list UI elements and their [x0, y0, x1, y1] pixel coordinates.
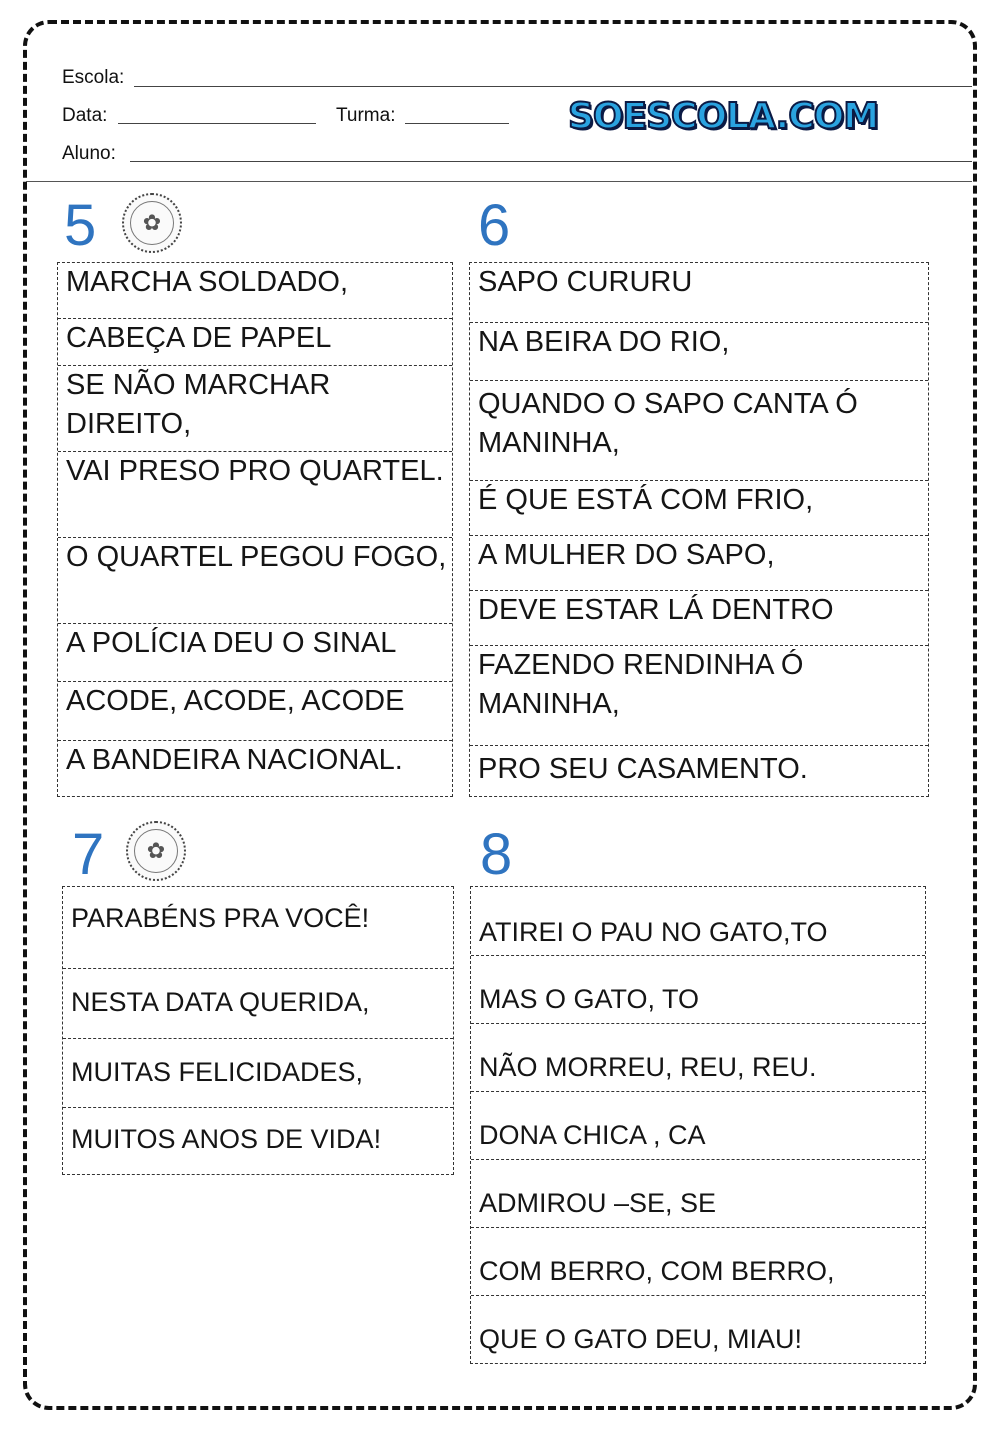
section-number-7: 7 — [72, 822, 105, 887]
card-section-6 — [469, 262, 929, 797]
section-number-8: 8 — [480, 822, 513, 887]
line-7-3: MUITAS FELICIDADES, — [63, 1038, 453, 1107]
line-7-1: PARABÉNS PRA VOCÊ! — [71, 903, 370, 933]
line-8-5: ADMIROU –SE, SE — [471, 1159, 925, 1227]
line-6-2: NA BEIRA DO RIO, — [470, 322, 928, 380]
card-section-7 — [62, 886, 454, 1175]
line-5-7: ACODE, ACODE, ACODE — [58, 681, 452, 740]
logo: SOESCOLA.COM — [568, 96, 879, 137]
line-6-7: FAZENDO RENDINHA Ó MANINHA, — [470, 645, 928, 745]
line-6-8: PRO SEU CASAMENTO. — [470, 745, 928, 796]
owl-stamp-icon: ✿ — [122, 193, 182, 253]
line-5-3: SE NÃO MARCHAR DIREITO, — [58, 365, 452, 451]
card-section-8 — [470, 886, 926, 1364]
line-5-5: O QUARTEL PEGOU FOGO, — [58, 537, 452, 623]
data-label: Data: — [62, 105, 108, 126]
line-5-8: A BANDEIRA NACIONAL. — [58, 740, 452, 796]
card-section-5 — [57, 262, 453, 797]
line-8-2: MAS O GATO, TO — [471, 955, 925, 1023]
turma-label: Turma: — [336, 105, 396, 126]
line-7-4: MUITOS ANOS DE VIDA! — [63, 1107, 453, 1174]
line-8-1: ATIREI O PAU NO GATO,TO — [479, 917, 828, 947]
turma-field[interactable] — [405, 123, 509, 124]
line-6-3: QUANDO O SAPO CANTA Ó MANINHA, — [470, 380, 928, 480]
escola-field[interactable] — [134, 86, 972, 87]
line-5-2: CABEÇA DE PAPEL — [58, 318, 452, 365]
line-5-4: VAI PRESO PRO QUARTEL. — [58, 451, 452, 537]
line-7-2: NESTA DATA QUERIDA, — [63, 968, 453, 1038]
line-8-4: DONA CHICA , CA — [471, 1091, 925, 1159]
section-number-5: 5 — [64, 193, 97, 258]
aluno-field[interactable] — [130, 161, 972, 162]
line-5-6: A POLÍCIA DEU O SINAL — [58, 623, 452, 681]
line-8-7: QUE O GATO DEU, MIAU! — [471, 1295, 925, 1363]
aluno-label: Aluno: — [62, 143, 116, 164]
header-separator — [26, 181, 972, 182]
line-8-3: NÃO MORREU, REU, REU. — [471, 1023, 925, 1091]
escola-label: Escola: — [62, 67, 125, 88]
line-6-6: DEVE ESTAR LÁ DENTRO — [470, 590, 928, 645]
line-6-1: SAPO CURURU — [478, 266, 693, 298]
line-5-1: MARCHA SOLDADO, — [66, 266, 348, 298]
section-number-6: 6 — [478, 193, 511, 258]
data-field[interactable] — [118, 123, 316, 124]
line-8-6: COM BERRO, COM BERRO, — [471, 1227, 925, 1295]
line-6-5: A MULHER DO SAPO, — [470, 535, 928, 590]
owl-stamp-icon: ✿ — [126, 821, 186, 881]
line-6-4: É QUE ESTÁ COM FRIO, — [470, 480, 928, 535]
